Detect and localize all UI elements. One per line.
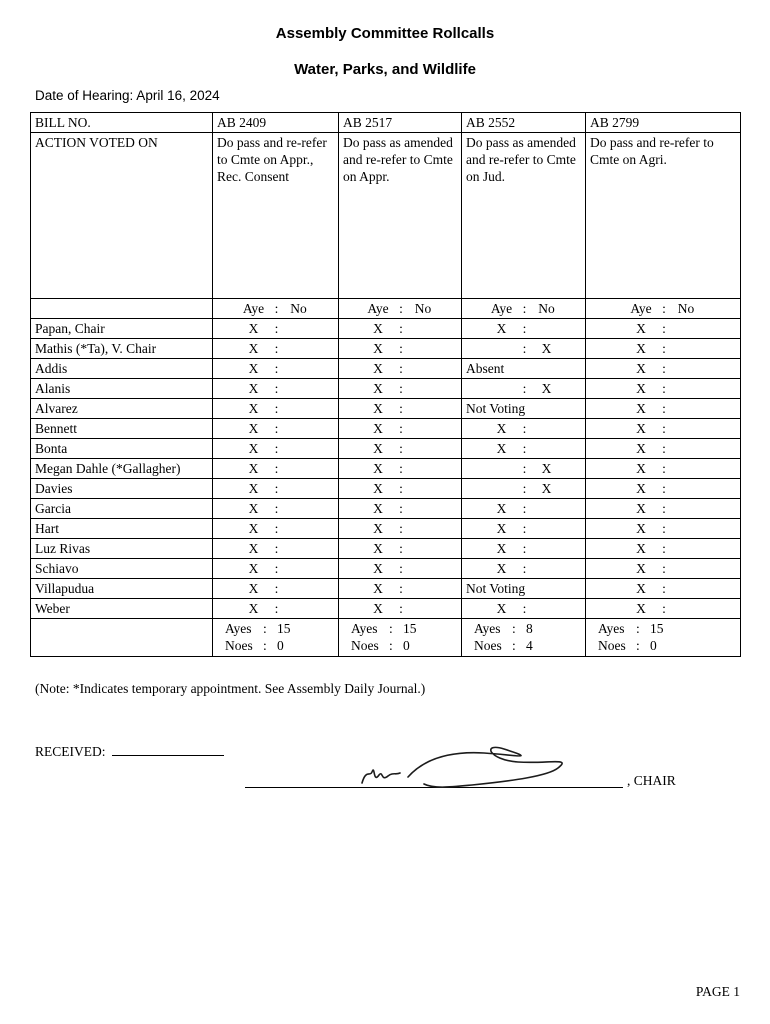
vote-aye-cell: X : — [213, 579, 339, 599]
vote-aye-cell: X : — [586, 479, 741, 499]
vote-aye-cell: X : — [339, 599, 462, 619]
page-title: Assembly Committee Rollcalls — [275, 25, 495, 42]
bill-number: AB 2799 — [586, 113, 741, 133]
aye-no-header-row — [31, 299, 741, 319]
received-blank-line — [112, 743, 224, 756]
bill-action: Do pass and re-refer to Cmte on Appr., Rec. Consent — [213, 133, 339, 299]
vote-aye-cell: X : — [462, 559, 586, 579]
vote-aye-cell: X : — [339, 559, 462, 579]
vote-aye-cell: X : — [586, 579, 741, 599]
rollcall-table — [30, 112, 741, 657]
vote-no-cell: : X — [462, 459, 586, 479]
vote-aye-cell: X : — [213, 319, 339, 339]
vote-aye-cell: X : — [462, 519, 586, 539]
vote-aye-cell: X : — [213, 459, 339, 479]
vote-aye-cell: X : — [586, 419, 741, 439]
ayes-count: 15 — [277, 621, 291, 636]
aye-no-header: Aye : No — [586, 299, 741, 319]
vote-aye-cell: X : — [339, 479, 462, 499]
signature-scribble — [350, 745, 585, 797]
ayes-count: 8 — [526, 621, 533, 636]
vote-aye-cell: X : — [586, 599, 741, 619]
bill-action: Do pass as amended and re-refer to Cmte on Appr. — [339, 133, 462, 299]
vote-aye-cell: X : — [462, 599, 586, 619]
member-row — [31, 519, 741, 539]
member-row — [31, 439, 741, 459]
member-name: Davies — [31, 479, 213, 499]
vote-no-cell: : X — [462, 339, 586, 359]
member-row — [31, 319, 741, 339]
member-name: Bonta — [31, 439, 213, 459]
bill-number: AB 2552 — [462, 113, 586, 133]
ayes-count: 15 — [403, 621, 417, 636]
vote-aye-cell: X : — [586, 539, 741, 559]
totals-row — [31, 619, 741, 657]
member-name: Luz Rivas — [31, 539, 213, 559]
member-row — [31, 359, 741, 379]
bill-number: AB 2409 — [213, 113, 339, 133]
vote-aye-cell: X : — [462, 539, 586, 559]
vote-aye-cell: X : — [462, 419, 586, 439]
member-row — [31, 379, 741, 399]
vote-aye-cell: X : — [213, 559, 339, 579]
member-row — [31, 499, 741, 519]
member-name: Weber — [31, 599, 213, 619]
vote-aye-cell: X : — [213, 599, 339, 619]
vote-aye-cell: X : — [213, 539, 339, 559]
action-row — [31, 133, 741, 299]
member-row — [31, 599, 741, 619]
member-row — [31, 419, 741, 439]
vote-aye-cell: X : — [339, 499, 462, 519]
noes-count: 0 — [403, 638, 410, 653]
chair-label: , CHAIR — [627, 773, 676, 788]
member-name: Papan, Chair — [31, 319, 213, 339]
member-name: Megan Dahle (*Gallagher) — [31, 459, 213, 479]
page-number: PAGE 1 — [695, 984, 740, 999]
vote-aye-cell: X : — [339, 439, 462, 459]
date-of-hearing: Date of Hearing: April 16, 2024 — [35, 88, 220, 103]
member-name: Mathis (*Ta), V. Chair — [31, 339, 213, 359]
vote-absent-cell: Absent — [462, 359, 586, 379]
totals-cell: Ayes : 15 Noes : 0 — [586, 619, 741, 657]
vote-not-voting-cell: Not Voting — [462, 579, 586, 599]
bill-action: Do pass and re-refer to Cmte on Agri. — [586, 133, 741, 299]
chair-signature-row — [245, 754, 770, 788]
vote-aye-cell: X : — [462, 319, 586, 339]
bill-action: Do pass as amended and re-refer to Cmte on Jud. — [462, 133, 586, 299]
vote-aye-cell: X : — [339, 399, 462, 419]
vote-aye-cell: X : — [213, 419, 339, 439]
bill-no-header: BILL NO. — [31, 113, 213, 133]
totals-cell: Ayes : 8 Noes : 4 — [462, 619, 586, 657]
aye-no-header: Aye : No — [339, 299, 462, 319]
vote-not-voting-cell: Not Voting — [462, 399, 586, 419]
vote-aye-cell: X : — [213, 439, 339, 459]
action-voted-on-header: ACTION VOTED ON — [31, 133, 213, 299]
vote-aye-cell: X : — [586, 559, 741, 579]
vote-aye-cell: X : — [213, 339, 339, 359]
chair-signature-line — [245, 754, 623, 788]
committee-name: Water, Parks, and Wildlife — [294, 61, 476, 78]
noes-count: 0 — [277, 638, 284, 653]
vote-no-cell: : X — [462, 379, 586, 399]
vote-aye-cell: X : — [339, 379, 462, 399]
vote-aye-cell: X : — [213, 479, 339, 499]
vote-aye-cell: X : — [339, 579, 462, 599]
totals-cell: Ayes : 15 Noes : 0 — [339, 619, 462, 657]
vote-aye-cell: X : — [586, 519, 741, 539]
received-label: RECEIVED: — [35, 744, 106, 759]
vote-no-cell: : X — [462, 479, 586, 499]
vote-aye-cell: X : — [586, 499, 741, 519]
member-row — [31, 559, 741, 579]
bill-number: AB 2517 — [339, 113, 462, 133]
member-name: Hart — [31, 519, 213, 539]
member-row — [31, 459, 741, 479]
ayes-count: 15 — [650, 621, 664, 636]
vote-aye-cell: X : — [586, 359, 741, 379]
member-name: Alvarez — [31, 399, 213, 419]
totals-cell: Ayes : 15 Noes : 0 — [213, 619, 339, 657]
vote-aye-cell: X : — [586, 399, 741, 419]
vote-aye-cell: X : — [339, 519, 462, 539]
empty-cell — [31, 299, 213, 319]
footnote: (Note: *Indicates temporary appointment. See Assembly Daily Journal.) — [35, 681, 426, 696]
vote-aye-cell: X : — [213, 499, 339, 519]
member-row — [31, 399, 741, 419]
vote-aye-cell: X : — [339, 539, 462, 559]
vote-aye-cell: X : — [586, 379, 741, 399]
vote-aye-cell: X : — [213, 379, 339, 399]
member-name: Schiavo — [31, 559, 213, 579]
bill-header-row — [31, 113, 741, 133]
vote-aye-cell: X : — [586, 459, 741, 479]
vote-aye-cell: X : — [586, 339, 741, 359]
noes-count: 0 — [650, 638, 657, 653]
member-row — [31, 339, 741, 359]
vote-aye-cell: X : — [339, 339, 462, 359]
vote-aye-cell: X : — [339, 319, 462, 339]
vote-aye-cell: X : — [213, 359, 339, 379]
member-row — [31, 579, 741, 599]
vote-aye-cell: X : — [462, 439, 586, 459]
vote-aye-cell: X : — [462, 499, 586, 519]
member-rows — [31, 319, 741, 619]
noes-count: 4 — [526, 638, 533, 653]
member-name: Villapudua — [31, 579, 213, 599]
member-name: Alanis — [31, 379, 213, 399]
vote-aye-cell: X : — [586, 319, 741, 339]
member-name: Garcia — [31, 499, 213, 519]
vote-aye-cell: X : — [586, 439, 741, 459]
member-name: Addis — [31, 359, 213, 379]
empty-cell — [31, 619, 213, 657]
aye-no-header: Aye : No — [462, 299, 586, 319]
member-name: Bennett — [31, 419, 213, 439]
vote-aye-cell: X : — [339, 459, 462, 479]
vote-aye-cell: X : — [339, 359, 462, 379]
vote-aye-cell: X : — [339, 419, 462, 439]
vote-aye-cell: X : — [213, 399, 339, 419]
member-row — [31, 479, 741, 499]
member-row — [31, 539, 741, 559]
vote-aye-cell: X : — [213, 519, 339, 539]
aye-no-header: Aye : No — [213, 299, 339, 319]
